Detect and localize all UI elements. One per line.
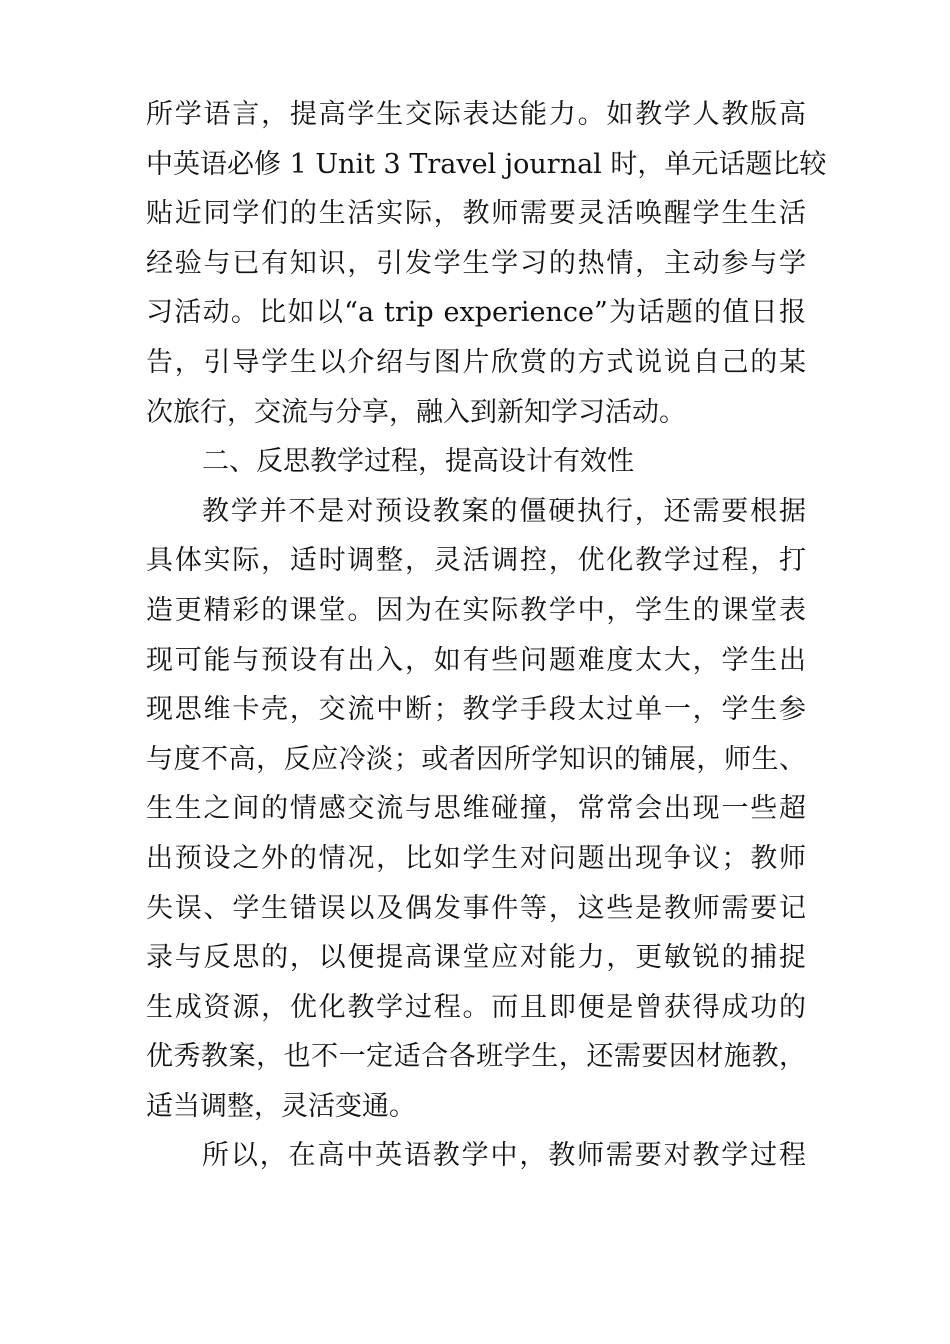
text-line: 适当调整，灵活变通。 — [146, 1090, 416, 1122]
text-line: 所学语言，提高学生交际表达能力。如教学人教版高 — [146, 99, 806, 130]
document-body — [146, 90, 827, 1181]
text-line: 现可能与预设有出入，如有些问题难度太大，学生出 — [146, 644, 806, 676]
text-line: 中英语必修 1 Unit 3 Travel journal 时，单元话题比较 — [146, 148, 827, 180]
text-line: 造更精彩的课堂。因为在实际教学中，学生的课堂表 — [146, 594, 806, 626]
text-line: 失误、学生错误以及偶发事件等，这些是教师需要记 — [146, 892, 806, 924]
text-line: 具体实际，适时调整，灵活调控，优化教学过程，打 — [146, 545, 806, 577]
text-line: 所以，在高中英语教学中，教师需要对教学过程 — [202, 1140, 806, 1172]
text-line: 生成资源，优化教学过程。而且即便是曾获得成功的 — [146, 991, 806, 1023]
text-line: 习活动。比如以“a trip experience”为话题的值日报 — [146, 297, 806, 329]
text-line: 现思维卡壳，交流中断；教学手段太过单一，学生参 — [146, 694, 806, 726]
text-line: 次旅行，交流与分享，融入到新知学习活动。 — [146, 396, 686, 428]
text-line: 与度不高，反应冷淡；或者因所学知识的铺展，师生、 — [146, 743, 806, 775]
text-line: 优秀教案，也不一定适合各班学生，还需要因材施教， — [146, 1041, 806, 1073]
text-line: 生生之间的情感交流与思维碰撞，常常会出现一些超 — [146, 793, 806, 825]
section-heading: 二、反思教学过程，提高设计有效性 — [202, 446, 634, 478]
text-line: 教学并不是对预设教案的僵硬执行，还需要根据 — [202, 495, 806, 527]
text-line: 经验与已有知识，引发学生学习的热情，主动参与学 — [146, 247, 806, 279]
text-line: 贴近同学们的生活实际，教师需要灵活唤醒学生生活 — [146, 198, 806, 230]
text-line: 出预设之外的情况，比如学生对问题出现争议；教师 — [146, 842, 806, 874]
text-line: 录与反思的，以便提高课堂应对能力，更敏锐的捕捉 — [146, 942, 806, 974]
text-line: 告，引导学生以介绍与图片欣赏的方式说说自己的某 — [146, 346, 806, 378]
